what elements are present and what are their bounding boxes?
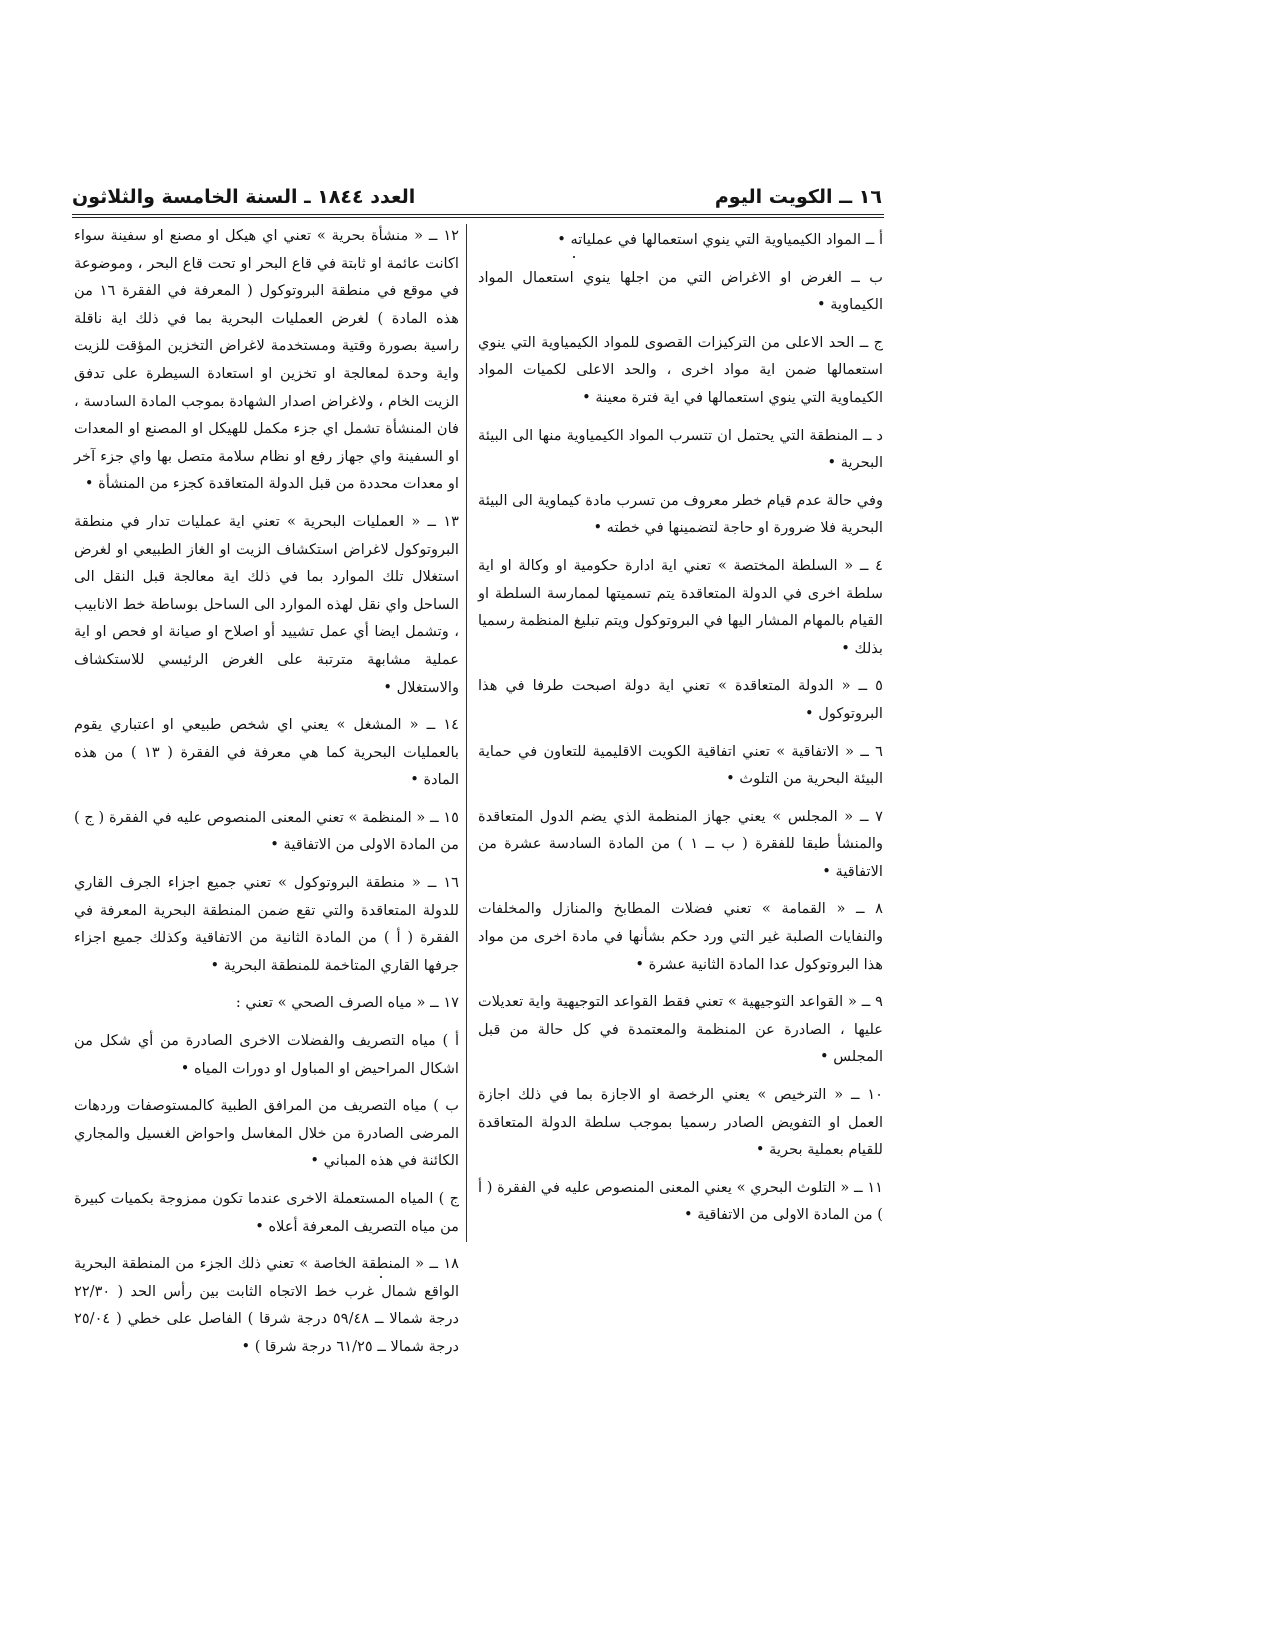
- paragraph: ١٢ ــ « منشأة بحرية » تعني اي هيكل او مصنع او سفينة سواء اكانت عائمة او ثابتة في قاع البحر او تحت قاع البحر ، وموضوعة في موقع في منطقة البروتوكول ( المعرفة في الفقرة ١٦ من هذه المادة ) لغرض العمليات البحرية بما في ذلك اية ناقلة راسية بصورة وقتية ومستخدمة لاغراض التخزين المؤقت للزيت واية وحدة لمعالجة او تخزين او استعادة السيطرة على تدفق الزيت الخام ، ولاغراض اصدار الشهادة بموجب المادة السادسة ، فان المنشأة تشمل اي جزء مكمل للهيكل او المصنع او المعدات او السفينة واي جهاز رفع او نظام سلامة متصل بها واي جزء آخر او معدات محددة من قبل الدولة المتعاقدة كجزء من المنشأة •: [74, 227, 459, 493]
- paragraph: ١٦ ــ « منطقة البروتوكول » تعني جميع اجزاء الجرف القاري للدولة المتعاقدة والتي تقع ضمن المنطقة البحرية المعرفة في الفقرة ( أ ) من المادة الثانية من الاتفاقية وكذلك جميع اجزاء جرفها القاري المتاخمة للمنطقة البحرية •: [74, 874, 459, 974]
- paragraph: أ ــ المواد الكيمياوية التي ينوي استعمالها في عملياته •: [557, 231, 883, 248]
- paragraph: ٥ ــ « الدولة المتعاقدة » تعني اية دولة اصبحت طرفا في هذا البروتوكول •: [478, 677, 883, 722]
- paragraph: ٨ ــ « القمامة » تعني فضلات المطابخ والمنازل والمخلفات والنفايات الصلبة غير التي ورد حكم بشأنها في مادة اخرى من مواد هذا البروتوكول عدا المادة الثانية عشرة •: [478, 900, 883, 973]
- right-column: [478, 226, 883, 1239]
- paragraph: أ ) مياه التصريف والفضلات الاخرى الصادرة من أي شكل من اشكال المراحيض او المباول او دورات المياه •: [74, 1032, 459, 1077]
- paragraph: ١٨ ــ « المنطقة الخاصة » تعني ذلك الجزء من المنطقة البحرية الواقع شمال غرب خط الاتجاه الثابت بين رأس الحد ( ٢٢/٣٠ درجة شمالا ــ ٥٩/٤٨ درجة شرقا ) الفاصل على خطي ( ٢٥/٠٤ درجة شمالا ــ ٦١/٢٥ درجة شرقا ) •: [74, 1255, 460, 1355]
- header-rule-secondary: [72, 217, 884, 218]
- scan-speck: [380, 1276, 382, 1278]
- paragraph: د ــ المنطقة التي يحتمل ان تتسرب المواد الكيمياوية منها الى البيئة البحرية •: [478, 426, 883, 472]
- page-header: [72, 184, 882, 214]
- header-issue-info: العدد ١٨٤٤ ـ السنة الخامسة والثلاثون: [72, 186, 416, 208]
- paragraph: ٦ ــ « الاتفاقية » تعني اتفاقية الكويت الاقليمية للتعاون في حماية البيئة البحرية من التلوث •: [478, 742, 883, 788]
- paragraph: ب ) مياه التصريف من المرافق الطبية كالمستوصفات وردهات المرضى الصادرة من خلال المغاسل واحواض الغسيل والمجاري الكائنة في هذه المباني •: [74, 1097, 459, 1170]
- paragraph: ب ــ الغرض او الاغراض التي من اجلها ينوي استعمال المواد الكيماوية •: [478, 268, 883, 314]
- left-column: [74, 222, 459, 1371]
- paragraph: ١٠ ــ « الترخيص » يعني الرخصة او الاجازة بما في ذلك اجازة العمل او التفويض الصادر رسميا بموجب سلطة الدولة المتعاقدة للقيام بعملية بحرية •: [478, 1086, 883, 1159]
- column-divider: [466, 224, 467, 1242]
- paragraph: ١٣ ــ « العمليات البحرية » تعني اية عمليات تدار في منطقة البروتوكول لاغراض استكشاف الزيت او الغاز الطبيعي او لغرض استغلال تلك الموارد بما في ذلك اية معالجة قبل النقل الى الساحل واي نقل لهذه الموارد الى الساحل بوساطة خط الانابيب ، وتشمل ايضا أي عمل تشييد أو اصلاح او صيانة او فحص او اية عملية مشابهة مترتبة على الغرض الرئيسي للاستكشاف والاستغلال •: [74, 512, 459, 696]
- paragraph: ١٤ ــ « المشغل » يعني اي شخص طبيعي او اعتباري يقوم بالعمليات البحرية كما هي معرفة في الفقرة ( ١٣ ) من هذه المادة •: [74, 716, 459, 789]
- paragraph: ١٧ ــ « مياه الصرف الصحي » تعني :: [235, 994, 459, 1012]
- paragraph: ج ــ الحد الاعلى من التركيزات القصوى للمواد الكيمياوية التي ينوي استعمالها ضمن اية مواد اخرى ، والحد الاعلى لكميات المواد الكيماوية التي ينوي استعمالها في اية فترة معينة •: [478, 333, 883, 406]
- paragraph: ج ) المياه المستعملة الاخرى عندما تكون ممزوجة بكميات كبيرة من مياه التصريف المعرفة أعلاه •: [74, 1190, 459, 1235]
- scan-speck: [573, 256, 575, 258]
- paragraph: ٧ ــ « المجلس » يعني جهاز المنظمة الذي يضم الدول المتعاقدة والمنشأ طبقا للفقرة ( ب ــ ١ ) من المادة السادسة عشرة من الاتفاقية •: [478, 807, 883, 880]
- paragraph: ١٥ ــ « المنظمة » تعني المعنى المنصوص عليه في الفقرة ( ج ) من المادة الاولى من الاتفاقية •: [74, 808, 459, 854]
- paragraph: ٤ ــ « السلطة المختصة » تعني اية ادارة حكومية او وكالة او اية سلطة اخرى في الدولة المتعاقدة يتم تسميتها لممارسة السلطة او القيام بالمهام المشار اليها في البروتوكول ويتم تبليغ المنظمة رسميا بذلك •: [478, 556, 883, 657]
- header-rule: [72, 214, 884, 215]
- paragraph: ١١ ــ « التلوث البحري » يعني المعنى المنصوص عليه في الفقرة ( أ ) من المادة الاولى من الاتفاقية •: [478, 1178, 883, 1224]
- paragraph: ٩ ــ « القواعد التوجيهية » تعني فقط القواعد التوجيهية واية تعديلات عليها ، الصادرة عن المنظمة والمعتمدة في كل حالة من قبل المجلس •: [478, 993, 883, 1066]
- paragraph: وفي حالة عدم قيام خطر معروف من تسرب مادة كيماوية الى البيئة البحرية فلا ضرورة او حاجة لتضمينها في خطته •: [478, 491, 883, 537]
- header-page-title: ١٦ ــ الكويت اليوم: [714, 186, 882, 208]
